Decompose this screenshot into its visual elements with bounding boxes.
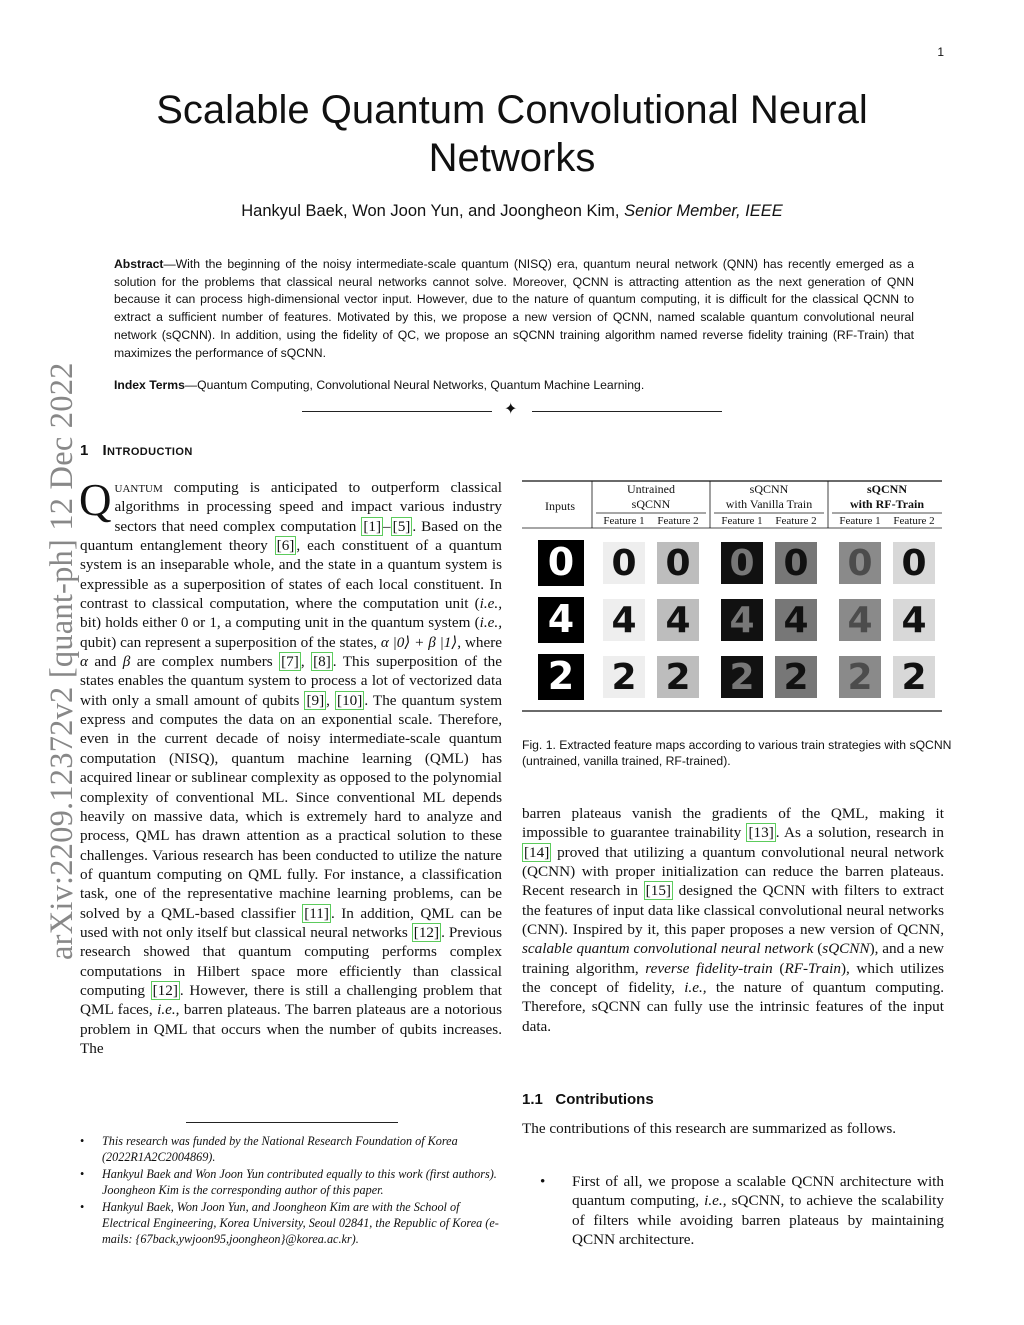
feature-digit: 4 [611,600,637,641]
contributions-list [540,1172,944,1249]
feature-digit: 0 [611,543,637,584]
section-number: 1 [80,442,89,459]
citation[interactable]: [15] [645,882,671,900]
input-digit: 0 [547,540,575,584]
separator-right-line [532,411,722,412]
footnote-item: • Hankyul Baek, Won Joon Yun, and Joongheon Kim are with the School of Electrical Engineering, Korea University, Seoul 02841, the Republic of Korea (e-mails: {67back,ywjoon95,joongheon}@korea.ac.kr). [80,1200,499,1246]
subsection-title: Contributions [555,1091,654,1108]
abstract [114,256,914,362]
separator-star-icon: ✦ [504,401,518,418]
bullet-icon: • [80,1134,85,1148]
figure-group-title: sQCNN [866,482,908,496]
figure-group-subtitle: sQCNN [631,497,671,511]
citation[interactable]: [5] [392,517,411,535]
footnote-rule [186,1122,398,1123]
abstract-text: —With the beginning of the noisy intermediate-scale quantum (NISQ) era, quantum neural network (QNN) has recently emerged as a solution for the problems that classical neural networks cannot solve. Moreover, QCNN is attracting attention as the next generation of QNN because it can process high-dimensional vector input. However, due to the nature of quantum computing, it is difficult for the classical QCNN to extract a sufficient number of features. Motivated by this, we propose a new version of QCNN, named scalable quantum convolutional neural network (sQCNN). In addition, using the fidelity of QC, we propose an sQCNN training algorithm named reverse fidelity training (RF-Train) that maximizes the performance of sQCNN. [114,257,914,360]
figure-group-subtitle: with Vanilla Train [725,497,813,511]
feature-digit: 4 [847,600,873,641]
figure-caption: Fig. 1. Extracted feature maps according to various train strategies with sQCNN (untrained, vanilla trained, RF-trained). [522,738,952,768]
drop-cap: Q [79,475,112,525]
citation[interactable]: [7] [281,653,299,671]
paper-title: Scalable Quantum Convolutional Neural Networks [156,88,868,180]
feature-digit: 2 [783,657,809,698]
small-caps-lead: uantum [114,479,163,496]
figure-feature-label: Feature 1 [721,515,763,527]
section-heading-introduction [80,442,193,459]
citation[interactable]: [10] [337,691,363,709]
subsection-number: 1.1 [522,1091,543,1108]
author-line [120,202,904,221]
citation[interactable]: [11] [304,904,329,922]
author-names: Hankyul Baek, Won Joon Yun, and Joongheon Kim, [241,202,620,220]
author-membership: Senior Member, IEEE [624,202,783,220]
input-digit: 4 [547,597,575,641]
figure-feature-label: Feature 2 [893,515,935,527]
section-title: Introduction [102,442,193,459]
feature-digit: 0 [783,543,809,584]
input-digit: 2 [547,654,575,698]
index-terms [114,378,914,392]
subsection-heading-contributions [522,1091,654,1108]
index-terms-label: Index Terms [114,378,185,392]
feature-digit: 0 [901,543,927,584]
figure-feature-label: Feature 2 [775,515,817,527]
math-superposition: α |0⟩ + β |1⟩ [380,633,458,651]
citation[interactable]: [9] [306,691,325,709]
citation[interactable]: [13] [748,824,774,842]
feature-digit: 0 [665,543,691,584]
contributions-intro: The contributions of this research are summarized as follows. [522,1120,897,1137]
figure-feature-label: Feature 1 [839,515,881,527]
footnote-item: • This research was funded by the National Research Foundation of Korea (2022R1A2C2004869). [80,1134,458,1164]
feature-digit: 2 [901,657,927,698]
feature-digit: 4 [901,600,927,641]
footnote-item: • Hankyul Baek and Won Joon Yun contributed equally to this work (first authors). Joongheon Kim is the corresponding author of this paper. [80,1167,497,1197]
figure-feature-label: Feature 2 [657,515,699,527]
feature-digit: 4 [783,600,809,641]
bullet-icon: • [80,1200,85,1215]
feature-digit: 2 [729,657,755,698]
bullet-icon: • [80,1167,85,1182]
figure-group-title: sQCNN [749,482,789,496]
abstract-label: Abstract [114,257,164,271]
citation[interactable]: [8] [313,653,331,671]
index-terms-text: —Quantum Computing, Convolutional Neural Networks, Quantum Machine Learning. [184,378,645,392]
feature-digit: 4 [665,600,691,641]
citation[interactable]: [14] [524,843,550,861]
feature-digit: 0 [847,543,873,584]
separator-left-line [302,411,492,412]
feature-digit: 2 [847,657,873,698]
feature-digit: 2 [665,657,691,698]
feature-digit: 2 [611,657,637,698]
citation[interactable]: [12] [152,981,178,999]
arxiv-stamp: arXiv:2209.12372v2 [quant-ph] 12 Dec 2022 [44,362,80,960]
figure-feature-maps [522,476,942,716]
citation[interactable]: [1] [363,517,382,535]
citation[interactable]: [6] [276,537,295,555]
intro-paragraph-right: barren plateaus vanish the gradients of the QML, making it impossible to guarantee trainability [13] . As a solution, research in [14] proved that utilizing a quantum convolutional neural network (QCNN) with proper initialization can reduce the barren plateaus. Recent research in [15] designed the QCNN with filters to extract the features of input data like classical convolutional neural networks (CNN). Inspired by it, this paper proposes a new version of QCNN, scalable quantum convolutional neural network (sQCNN), and a new training algorithm, reverse fidelity-train (RF-Train), which utilizes the concept of fidelity, i.e., the nature of quantum computing. Therefore, sQCNN can fully use the intrinsic features of the input data. [522,805,945,1035]
citation[interactable]: [12] [413,923,440,941]
feature-digit: 4 [729,600,755,641]
bullet-icon: • [540,1173,546,1190]
footnotes [80,1134,504,1249]
figure-inputs-label: Inputs [545,499,575,513]
figure-group-subtitle: with RF-Train [849,497,925,511]
list-item: • First of all, we propose a scalable QCNN architecture with quantum computing, i.e., sQCNN, to achieve the scalability of filters while avoiding barren plateaus by maintaining QCNN architecture. [540,1173,944,1249]
intro-paragraph-left: Quantum computing is anticipated to outperform classical algorithms in processing speed and impact various industry sectors that need complex computation [1] – [5] . Based on the quantum entanglement theory [6] , each constituent of a quantum system is an inseparable whole, and the state in a quantum system is expressible as a superposition of states of each local constituent. In contrast to classical computation, where the computation unit (i.e., bit) holds either 0 or 1, a computing unit in the quantum system (i.e., qubit) can represent a superposition of the states, α |0⟩ + β |1⟩, where α and β are complex numbers [7] , [8] . This superposition of the states enables the quantum system to process a lot of vectorized data with only a small amount of qubits [9] , [10] . The quantum system express and computes the data on an exponential scale. Therefore, even in the current decade of noisy intermediate-scale quantum computation (NISQ), quantum machine learning (QML) has acquired linear or sublinear complexity as opposed to the polynomial complexity of conventional ML. Since conventional ML depends heavily on massive data, which is extremely hard to analyze and process, QML has drawn attention as a practical solution to these challenges. Various research has been conducted to utilize the nature of quantum computing on QML fully. For instance, a classification task, one of the representative machine learning problems, can be solved by a QML-based classifier [11] . In addition, QML can be used with not only itself but classical neural networks [12] . Previous research showed that quantum computing performs complex computations in Hilbert space more efficiently than classical computing [12] . However, there is still a challenging problem that QML faces, i.e., barren plateaus. The barren plateaus are a notorious problem in QML that occurs when the number of qubits increases. The [79,475,503,1057]
feature-digit: 0 [729,543,755,584]
figure-group-title: Untrained [627,482,675,496]
figure-feature-label: Feature 1 [603,515,645,527]
page-number: 1 [937,45,944,59]
